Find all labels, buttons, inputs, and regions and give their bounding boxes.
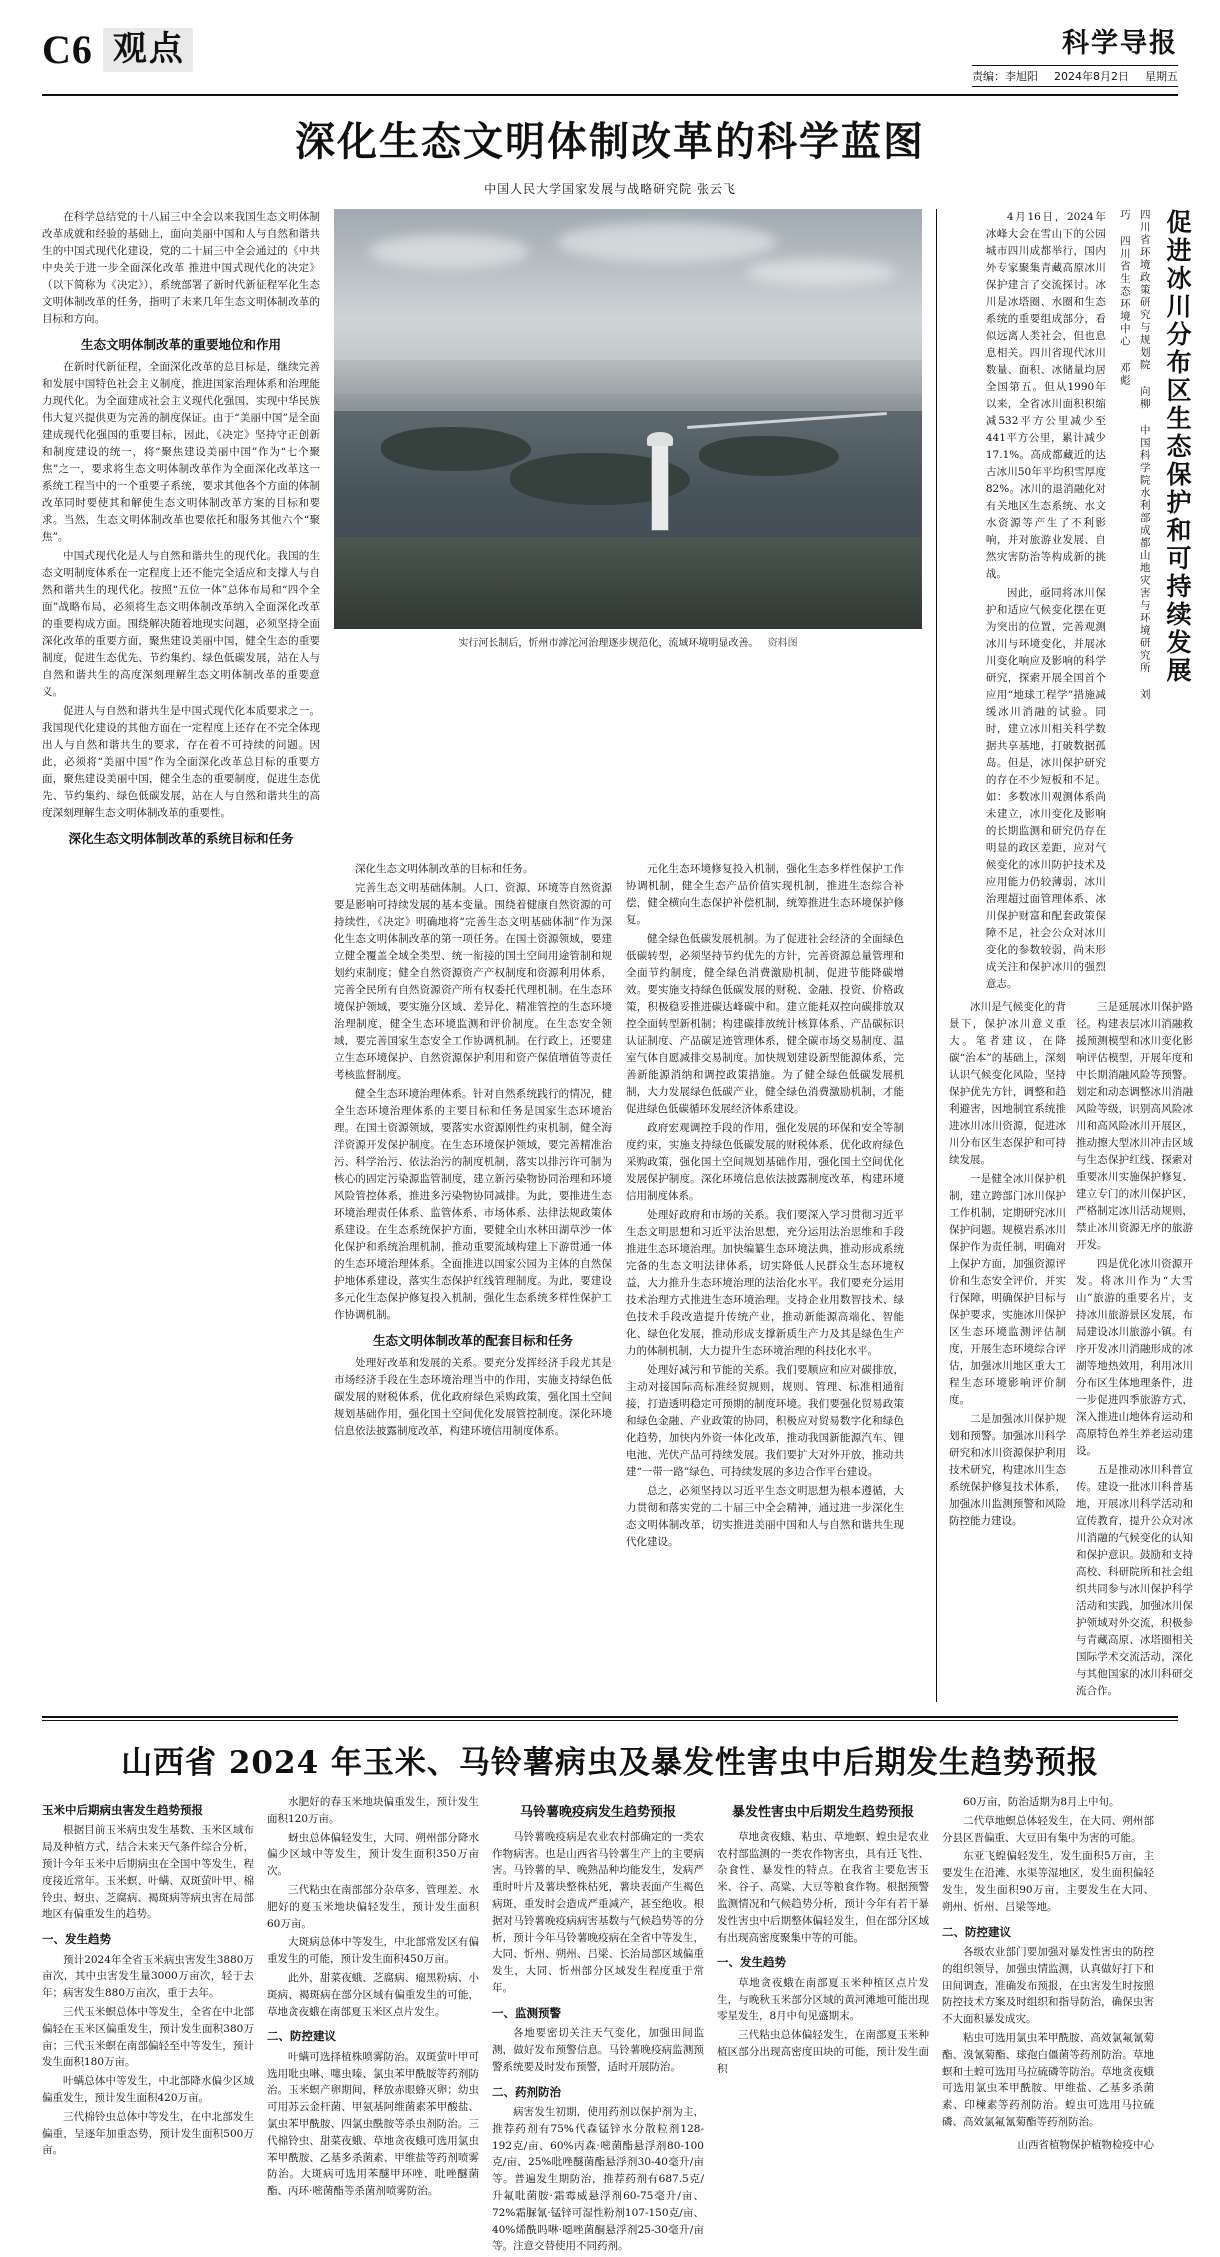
- article2-head: [949, 209, 1193, 995]
- paragraph: 因此，亟同将冰川保护和适应气候变化摆在更为突出的位置，完善观测冰川与环境变化，并展冰川变化响应及影响的科学研究，探索开展全国首个应用“地球工程学”措施减缓冰川消融的试验。同时，建立冰川相关科学数据共享基地，打破数据孤岛。但是，冰川保护研究的存在不少短板和不足。如：多数冰川观测体系尚未建立，冰川变化及影响的长期监测和研究仍存在明显的政区差距，应对气候变化的冰川防护技术及应用能力仍较薄弱，冰川治理超过面管理体系、冰川保护财富和配套政策保障不足，社会公众对冰川变化的参数较弱，尚未形成关注和保护冰川的强烈意志。: [985, 587, 1106, 990]
- masthead: [42, 28, 1178, 90]
- paper-name: 科学导报: [1062, 28, 1178, 59]
- section-divider-thin: [42, 1720, 1178, 1721]
- article1-subheading-3: 生态文明体制改革的配套目标和任务: [372, 1333, 573, 1349]
- article3-col3-sub-a: 一、监测预警: [492, 2005, 561, 2020]
- paragraph: 4月16日，2024年冰峰大会在雪山下的公园城市四川成都举行，国内外专家聚集青藏高原冰川保护建言了交流探讨。冰川是冰塔圈、水圈和生态系统的重要组成部分，看似远离人类社会，但也息息相关。四川省现代冰川数量、面积、冰储量均居全国第五。但从1990年以来，全省冰川面积积缩减532平方公里减少至441平方公里，累计减少17.1%。高成都藏近的达古冰川50年平均积雪厚度82%。冰川的退消融化对有关地区生态系统、水文水资源等产生了不利影响，并对旅游业发展、自然灾害防治等构成新的挑战。: [985, 211, 1106, 580]
- article3-col5: [942, 1794, 1154, 2257]
- article1-lower-columns: [42, 861, 922, 1553]
- section-label-char-1: 观: [112, 29, 147, 69]
- article3-col2: [267, 1794, 479, 2257]
- paragraph: 三代粘虫在南部部分杂草多、管理差、水肥好的夏玉米地块偏轻发生，预计发生面积60万亩。: [267, 1883, 479, 1930]
- caption-text: 实行河长制后，忻州市滹沱河治理逐步规范化，流域环境明显改善。: [458, 638, 759, 649]
- paragraph: 处理好减污和节能的关系。我们要顺应和应对碳排放，主动对接国际高标准经贸规则，规则、管理、标准相通衔接，打造透明稳定可预期的制度环境。我们要强化贸易政策和绿色金融、产业政策的协同，积极应对贸易数字化和绿色化趋势，加快内外资一体化改革，推动我国新能源汽车、锂电池、光伏产品可持续发展。我们要扩大对外开放，推动共建“一带一路”绿色、可持续发展的多边合作平台建设。: [626, 1364, 904, 1479]
- paragraph: 二是加强冰川保护规划和预警。加强冰川科学研究和冰川资源保护利用技术研究，构建冰川生态系统保护修复技术体系，加强冰川监测预警和风险防控能力建设。: [949, 1413, 1066, 1527]
- paragraph: 三代棉铃虫总体中等发生，在中北部发生偏重，呈逐年加重态势，预计发生面积500万亩。: [42, 2110, 254, 2157]
- paragraph: 叶螨总体中等发生，中北部降水偏少区域偏重发生，预计发生面积420万亩。: [42, 2075, 254, 2104]
- page-number: C6: [42, 27, 93, 72]
- article2-lead: [986, 209, 1106, 995]
- article3-col2-sub-b: 二、防控建议: [267, 2029, 336, 2044]
- paragraph: 预计2024年全省玉米病虫害发生3880万亩次，其中虫害发生量3000万亩次，轻于去年；病害发生880万亩次，重于去年。: [42, 1953, 254, 2000]
- issue-weekday: 星期五: [1145, 70, 1178, 83]
- paragraph: 草地贪夜蛾、粘虫、草地螟、蝗虫是农业农村部监测的一类农作物害虫，具有迁飞性、杂食性、暴发性的特点。在我省主要危害玉米、谷子、高粱、大豆等粮食作物。根据预警监测情况和气候趋势分析，预计今年有若干暴发性害虫中后期整体偏轻发生，但在部分区域有出现高密度聚集中等的可能。: [717, 1830, 929, 1944]
- masthead-divider: [42, 94, 1178, 96]
- article1-col1-cont: [42, 861, 320, 1553]
- paragraph: 60万亩，防治适期为8月上中旬。: [963, 1796, 1120, 1808]
- paragraph: 根据目前玉米病虫发生基数、玉米区域布局及种植方式，结合未来天气条件综合分析，预计今年玉米中后期病虫在全国中等发生，程度接近常年。玉米螟、叶螨、双斑萤叶甲、棉铃虫、蚜虫、芝腐病、褐斑病等病虫害在局部地区有偏重发生的趋势。: [42, 1824, 254, 1921]
- paragraph: 三代粘虫总体偏轻发生，在南部夏玉米种植区部分出现高密度田块的可能，预计发生面积: [717, 2029, 929, 2075]
- article1-subheading-1: 生态文明体制改革的重要地位和作用: [80, 337, 281, 352]
- paragraph: 叶螨可选择植株喷雾防治。双斑萤叶甲可选用吡虫啉、噻虫嗪、氯虫苯甲酰胺等药剂防治。玉米螟产卵期间，释放赤眼蜂灭卵；幼虫可用苏云金杆菌、甲氨基阿维菌素苯甲酸盐、氯虫苯甲酰胺、四氯虫酰胺等杀虫剂防治。三代棉铃虫、甜菜夜蛾、草地贪夜蛾可选用氯虫苯甲酰胺、乙基多杀菌素、甲维盐等药剂喷雾防治。大斑病可选用苯醚甲环唑、吡唑醚菌酯、丙环·嘧菌酯等杀菌剂喷雾防治。: [267, 2050, 479, 2198]
- paragraph: 三是延展冰川保护路径。构建表层冰川消融救援预测模型和冰川变化影响评估模型，开展年度和中长期消融风险等预警。划定和动态调整冰川消融风险等级，识别高风险冰川和高风险冰川开展区，推动擦大型冰川冲击区域与生态保护红线、探索对重要冰川实施保护修复、建立专门的冰川保护区，严格制定冰川活动规则，禁止冰川资源无序的旅游开发。: [1076, 1001, 1193, 1251]
- article3-col4: [717, 1794, 929, 2257]
- section-label-char-2: 点: [148, 29, 183, 69]
- article3-col3-heading: 马铃薯晚疫病发生趋势预报: [519, 1805, 676, 1820]
- article3-col3-sub-b: 二、药剂防治: [492, 2084, 561, 2099]
- paragraph: 在科学总结党的十八届三中全会以来我国生态文明体制改革成就和经验的基础上，面向美丽中国和人与自然和谐共生的中国式现代化建设，党的二十届三中全会通过的《中共中央关于进一步全面深化改革 推进中国式现代化的决定》（以下简称为《决定》），系统部署了新时代新征程军化生态文明体制改革的任务，指明了未来几年生态文明体制改革的目标和方向。: [42, 211, 320, 325]
- paragraph: 深化生态文明体制改革的目标和任务。: [355, 863, 534, 876]
- article1-col1: [42, 209, 320, 853]
- article1-subheading-2: 深化生态文明体制改革的系统目标和任务: [68, 831, 294, 847]
- article1-header: [42, 118, 1178, 197]
- article1-photo-caption: [334, 634, 922, 649]
- masthead-right: [972, 28, 1178, 87]
- paragraph: 健全绿色低碳发展机制。为了促进社会经济的全面绿色低碳转型，必须坚持节约优先的方针，完善资源总量管理和全面节约制度，健全绿色消费激励机制，促进节能降碳增效。要实施支持绿色低碳发展的财税、金融、投资、价格政策，积极稳妥推进碳达峰碳中和。建立能耗双控向碳排放双控全面转型新机制；构建碳排放统计核算体系、产品碳标识认证制度、产品碳足迹管理体系，健全碳市场交易制度、温室气体自愿减排交易制度。加快规划建设新型能源体系，完善新能源消纳和调控政策措施。为了健全绿色低碳发展机制，大力发展绿色低碳产业，健全绿色消费激励机制，才能促进绿色低碳循环发展经济体系建设。: [626, 933, 904, 1116]
- paragraph: 五是推动冰川科普宣传。建设一批冰川科普基地，开展冰川科学活动和宣传教育，提升公众对冰川消融的气候变化的认知和保护意识。鼓励和支持高校、科研院所和社会组织共同参与冰川保护科学活动和实践，加强冰川保护领域对外交流，积极参与青藏高原、冰塔圈相关国际学术交流活动，深化与其他国家的冰川科研交流合作。: [1076, 1464, 1193, 1697]
- article3-headline: 山西省 2024 年玉米、马铃薯病虫及暴发性害虫中后期发生趋势预报: [121, 1745, 1099, 1781]
- article3-columns: [42, 1794, 1178, 2257]
- article3-col1-heading: 玉米中后期病虫害发生趋势预报: [42, 1803, 203, 1817]
- paragraph: 一是健全冰川保护机制，建立跨部门冰川保护工作机制，定期研究冰川保护问题。规模岩系冰川保护作为责任制，明确对上保护方面，加强资源评价和生态安全评价，并实行保障，明确保护目标与保护要求，实施冰川保护区生态环境监测评估制度，开展生态环境综合评估，加强冰川地区重大工程生态环境影响评价制度。: [949, 1173, 1066, 1406]
- article1-col3: [626, 861, 904, 1553]
- paragraph: 水肥好的春玉米地块偏重发生，预计发生面积120万亩。: [267, 1796, 479, 1825]
- paragraph: 二代草地螟总体轻发生，在大同、朔州部分县区晋偏重、大豆田有集中为害的可能。: [942, 1814, 1154, 1844]
- article1-photo-block: [334, 209, 922, 853]
- paragraph: 处理好改革和发展的关系。要充分发挥经济手段尤其是市场经济手段在生态环境治理当中的作用，实施支持绿色低碳发展的财税体系，优化政府绿色采购政策，强化国土空间规划基础作用，强化国土空间优化发展管控制度。深化环境信息依法披露制度改革，构建环境信用制度体系。: [334, 1357, 612, 1438]
- paragraph: 政府宏观调控手段的作用，强化发展的环保和安全等制度约束，实施支持绿色低碳发展的财税体系，优化政府绿色采购政策，强化国土空间规划基础作用，强化国土空间优化发展保护制度。深化环境信息依法披露制度改革，构建环境信用制度体系。: [626, 1122, 904, 1203]
- paragraph: 粘虫可选用氯虫苯甲酰胺、高效氯氟氰菊酯、溴氰菊酯、球孢白僵菌等药剂防治。草地螟和土蝗可选用马拉硫磷等防治。草地贪夜蛾可选用氯虫苯甲酰胺、甲维盐、乙基多杀菌素、印楝素等药剂防治。蝗虫可选用马拉硫磷、高效氯氟氰菊酯等药剂防治。: [942, 2031, 1154, 2128]
- article3-col3: [492, 1794, 704, 2257]
- paragraph: 草地贪夜蛾在南部夏玉米种植区点片发生，与晚秋玉米部分区域的黄河滩地可能出现零星发生，8月中旬见盛期末。: [717, 1976, 929, 2023]
- section-divider: [42, 1716, 1178, 1718]
- article2-title: 促进冰川分布区生态保护和可持续发展: [1163, 209, 1192, 685]
- article1-body: [42, 209, 922, 1702]
- article1-row1: [42, 209, 922, 853]
- paragraph: 促进人与自然和谐共生是中国式现代化本质要求之一。我国现代化建设的其他方面在一定程度上还存在不完全体现出人与自然和谐共生的要求，存在着不可持续的问题。因此，必须将“美丽中国”作为全面深化改革总目标的重要方面，聚焦建设美丽中国，健全生态的重要制度，促进生态优先、节约集约、绿色低碳发展，站在人与自然和谐共生的高度深刻理解生态文明体制改革的重要性。: [42, 705, 320, 820]
- paragraph: 各级农业部门要加强对暴发性害虫的防控的组织领导，加强虫情监测，认真做好打下和田间调查，准确发布预报，在虫害发生时按照防控技术方案及时组织和指导防治，确保虫害不大面积暴发成灾。: [942, 1945, 1154, 2026]
- paragraph: 元化生态环境修复投入机制，强化生态多样性保护工作协调机制，健全生态产品价值实现机制，推进生态综合补偿，健全横向生态保护补偿机制，统筹推进生态环境保护修复。: [626, 863, 904, 927]
- paragraph: 中国式现代化是人与自然和谐共生的现代化。我国的生态文明制度体系在一定程度上还不能完全适应和支撑人与自然和谐共生的现代化。按照“五位一体”总体布局和“四个全面”战略布局，必须将生态文明体制改革纳入全面深化改革的重要构成方面。围绕解决随着地现实问题，必须坚持全面深化改革的重要方面，聚焦建设美丽中国，健全生态的重要制度，促进生态优先、节约集约、绿色低碳发展，站在人与自然和谐共生的高度深刻理解生态文明体制改革的重要意义。: [42, 550, 320, 699]
- article2: [936, 209, 1193, 1702]
- article2-authors: 四川省环境政策研究与规划院 向柳 中国科学院水利部成都山地灾害与环境研究所 刘巧 四川省生态环境中心 邓彪: [1118, 209, 1151, 701]
- section-badge: [103, 28, 193, 72]
- article1-byline: 中国人民大学国家发展与战略研究院 张云飞: [484, 182, 736, 196]
- article3-col4-sub-a: 一、发生趋势: [717, 1955, 786, 1970]
- article3-col5-sub-b: 二、防控建议: [942, 1924, 1011, 1939]
- paragraph: 冰川是气候变化的背景下，保护冰川意义重大。笔者建议，在降碳“治本”的基础上，深刻认识气候变化风险，坚持保护优先方针，调整和趋利避害，因地制宜系统推进冰川冰川资源，促进冰川分布区生态保护和可持续发展。: [949, 1001, 1066, 1166]
- article3-col1: [42, 1794, 254, 2257]
- article3-col4-heading: 暴发性害虫中后期发生趋势预报: [731, 1805, 914, 1820]
- article1-photo: [334, 209, 922, 629]
- paragraph: 此外，甜菜夜蛾、芝腐病、瘤黑粉病、小斑病、褐斑病在部分区域有偏重发生的可能，草地贪夜蛾在南部夏玉米区点片发生。: [267, 1971, 479, 2018]
- article1-col2: [334, 861, 612, 1553]
- issue-date: 2024年8月2日: [1054, 70, 1129, 83]
- paragraph: 各地要密切关注天气变化，加强田间监测，做好发布预警信息。马铃薯晚疫病监测预警系统要及时发布预警，适时开展防治。: [492, 2027, 704, 2073]
- masthead-meta: [972, 65, 1178, 87]
- masthead-left: [42, 28, 193, 72]
- article2-columns: [949, 999, 1193, 1702]
- paragraph: 健全生态环境治理体系。针对自然系统践行的情况，健全生态环境治理体系的主要目标和任务是国家生态环境治理。在国土资源领域，要落实水资源刚性约束机制，健全海洋资源开发保护制度。在生态环境保护领域，要完善精准治污、科学治污、依法治污的制度机制，落实以排污许可制为核心的固定污染源监管制度，建立新污染物协同治理和环境风险管控体系，推进多污染物协同减排。为此，要推进生态环境治理责任体系、监管体系、市场体系、法律法规政策体系建设。在生态系统保护方面，要健全山水林田湖草沙一体化保护和系统治理机制，推动重要流域构建上下游贯通一体的生态环境治理体系。全面推进以国家公园为主体的自然保护地体系建设，落实生态保护红线管理制度。为此，要建设多元化生态保护修复投入机制，强化生态系统多样性保护工作协调机制。: [334, 1088, 612, 1322]
- paragraph: 三代玉米螟总体中等发生，全省在中北部偏轻在玉米区偏重发生，预计发生面积380万亩；三代玉米螟在南部偏轻至中等发生，预计发生面积180万亩。: [42, 2005, 254, 2069]
- article2-col2: [1076, 999, 1193, 1702]
- paragraph: 蚜虫总体偏轻发生，大同、朔州部分降水偏少区域中等发生，预计发生面积350万亩次。: [267, 1831, 479, 1878]
- paragraph: 在新时代新征程，全面深化改革的总目标是，继续完善和发展中国特色社会主义制度，推进国家治理体系和治理能力现代化。为全面建成社会主义现代化强国、实现中华民族伟大复兴提供更为完善的制度保证。由于“美丽中国”是全面建成现代化强国的重要目标，因此，《决定》坚持守正创新和制度建设的统一，将“聚焦建设美丽中国”作为“七个聚焦”之一，要求将生态文明体制改革作为全面深化改革这一系统工程当中的一个重要子系统，要求其他各个方面的体制改革同时要使其和解使生态文明体制改革方案的目标和要求。当然，生态文明体制改革也要依托和服务其他六个“聚焦”。: [42, 361, 320, 544]
- article1-headline: 深化生态文明体制改革的科学蓝图: [295, 118, 925, 165]
- article2-col1: [949, 999, 1066, 1702]
- article3-signature: 山西省植物保护植物检疫中心: [1017, 2138, 1154, 2151]
- top-area: [42, 209, 1193, 1702]
- paragraph: 处理好政府和市场的关系。我们要深入学习贯彻习近平生态文明思想和习近平法治思想，充分运用法治思维和手段推进生态环境治理。加快编纂生态环境法典，推动形成系统完备的生态文明法律体系，切实降低人民群众生态环境权益，大力推升生态环境治理的法治化水平。我们要充分运用技术治理方式推进生态环境治理。支持企业用数智技术、绿色技术手段改造提升传统产业，推动新能源高端化、智能化、绿色化发展，推动形成支撑新质生产力及其是绿色生产力的体制机制，大力提升生态环境治理的科技化水平。: [626, 1209, 904, 1358]
- paragraph: 大斑病总体中等发生，中北部常发区有偏重发生的可能，预计发生面积450万亩。: [267, 1936, 479, 1966]
- paragraph: 总之，必须坚持以习近平生态文明思想为根本遵循，大力贯彻和落实党的二十届三中全会精神，通过进一步深化生态文明体制改革，切实推进美丽中国和人与自然和谐共生现代化建设。: [626, 1485, 904, 1549]
- paragraph: 东亚飞蝗偏轻发生，发生面积5万亩，主要发生在沿滩、水渠等湿地区，发生面积偏轻发生，发生面积90万亩，主要发生在大同、朔州、忻州、吕梁等地。: [942, 1850, 1154, 1913]
- paragraph: 病害发生初期，使用药剂以保护剂为主，推荐药剂有75%代森锰锌水分散粒剂128-192克/亩、60%丙森·嘧菌酯悬浮剂80-100克/亩、25%吡唑醚菌酯悬浮剂30-40毫升/亩等。普遍发生期防治，推荐药剂有687.5克/升氟吡菌胺·霜霉威悬浮剂60-75毫升/亩、72%霜脲氰·锰锌可湿性粉剂107-150克/亩、40%烯酰吗啉·噁唑菌酮悬浮剂25-30毫升/亩等。注意交替使用不同药剂。: [492, 2105, 704, 2253]
- caption-source: 资料图: [767, 638, 798, 649]
- paragraph: 四是优化冰川资源开发。将冰川作为“大雪山”旅游的重要名片，支持冰川旅游景区发展，布局建设冰川旅游小镇。有序开发冰川消融形成的冰湖等地热效用，利用冰川分布区生体地理条件，进一步促进四季旅游方式，深入推进山地体育运动和高原特色养生养老运动建设。: [1076, 1258, 1193, 1457]
- paragraph: 马铃薯晚疫病是农业农村部确定的一类农作物病害。也是山西省马铃薯生产上的主要病害。马铃薯的早、晚熟品种均能发生，发病严重时叶片及薯块整株枯死，薯块表面产生褐色病斑，重发时会造成严重减产，甚至绝收。根据对马铃薯晚疫病病害基数与气候趋势等的分析，预计今年马铃薯晚疫病在全省中等发生，大同、忻州、朔州、吕梁、长治局部区域偏重发生，大同、忻州部分区域发生程度重于常年。: [492, 1830, 704, 1994]
- paragraph: 完善生态文明基础体制。人口、资源、环境等自然资源要是影响可持续发展的基本变量。围绕着健康自然资源的可持续性，《决定》明确地将“完善生态文明基础体制”作为深化生态文明体制改革的第一项任务。在国土资源领域，要建立健全覆盖全域全类型、统一衔接的国土空间用途管制和规划约束制度；健全自然资源资产产权制度和资源利用体系，完善全民所有自然资源资产所有权委托代理机制。在生态环境保护领域，要实施分区域、差异化、精准管控的生态环境治理制度，健全生态环境监测和评价制度。在生态安全领域，要完善国家生态安全工作协调机制。在行政上，还要建立生态环境保护、自然资源保护利用和资产保值增值等责任考核监督制度。: [334, 882, 612, 1082]
- editor-label: 责编：李旭阳: [972, 70, 1038, 83]
- article3-col1-sub-a: 一、发生趋势: [42, 1932, 111, 1947]
